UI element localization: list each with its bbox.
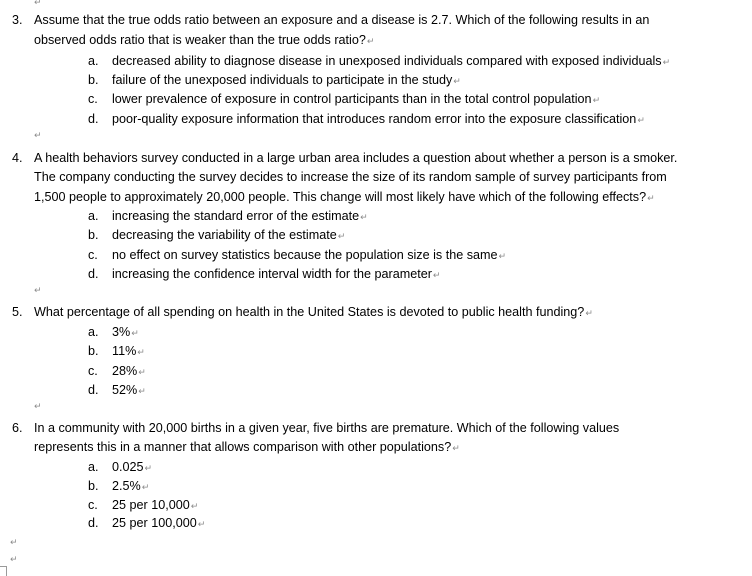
- answer-option: a. increasing the standard error of the estimate↵: [88, 209, 368, 223]
- question-number: 6.: [12, 421, 23, 435]
- question-text-line: A health behaviors survey conducted in a large urban area includes a question about whether a person is a smoker.: [34, 151, 678, 165]
- question-text-line: represents this in a manner that allows comparison with other populations?↵: [34, 440, 460, 454]
- question-text-line: The company conducting the survey decides to increase the size of its random sample of survey participants from: [34, 170, 667, 184]
- answer-option: a. decreased ability to diagnose disease in unexposed individuals compared with exposed individuals↵: [88, 54, 671, 68]
- question-text-line: 1,500 people to approximately 20,000 people. This change will most likely have which of the following effects?↵: [34, 190, 655, 204]
- answer-option: a. 3%↵: [88, 325, 139, 339]
- answer-option: a. 0.025↵: [88, 460, 153, 474]
- question-number: 4.: [12, 151, 23, 165]
- question-text-line: observed odds ratio that is weaker than the true odds ratio?↵: [34, 33, 375, 47]
- question-text-line: Assume that the true odds ratio between an exposure and a disease is 2.7. Which of the following results in an: [34, 13, 650, 27]
- question-number: 5.: [12, 305, 23, 319]
- answer-option: b. decreasing the variability of the estimate↵: [88, 228, 346, 242]
- answer-option: c. lower prevalence of exposure in control participants than in the total control population↵: [88, 92, 601, 106]
- paragraph-mark: ↵: [34, 131, 42, 141]
- question-text-line: What percentage of all spending on health in the United States is devoted to public health funding?↵: [34, 305, 593, 319]
- question-text-line: In a community with 20,000 births in a given year, five births are premature. Which of the following values: [34, 421, 620, 435]
- answer-option: b. 11%↵: [88, 344, 145, 358]
- answer-option: c. 25 per 10,000↵: [88, 498, 199, 512]
- paragraph-mark: ↵: [34, 286, 42, 296]
- question-number: 3.: [12, 13, 23, 27]
- answer-option: d. increasing the confidence interval width for the parameter↵: [88, 267, 441, 281]
- answer-option: c. 28%↵: [88, 364, 146, 378]
- answer-option: d. 52%↵: [88, 383, 146, 397]
- paragraph-mark: ↵: [34, 0, 42, 8]
- answer-option: b. 2.5%↵: [88, 479, 150, 493]
- paragraph-mark: ↵: [34, 402, 42, 412]
- paragraph-mark: ↵: [10, 538, 18, 548]
- answer-option: c. no effect on survey statistics because the population size is the same↵: [88, 248, 507, 262]
- answer-option: b. failure of the unexposed individuals to participate in the study↵: [88, 73, 461, 87]
- answer-option: d. poor-quality exposure information that introduces random error into the exposure classification↵: [88, 112, 645, 126]
- paragraph-mark: ↵: [10, 555, 18, 565]
- answer-option: d. 25 per 100,000↵: [88, 516, 206, 530]
